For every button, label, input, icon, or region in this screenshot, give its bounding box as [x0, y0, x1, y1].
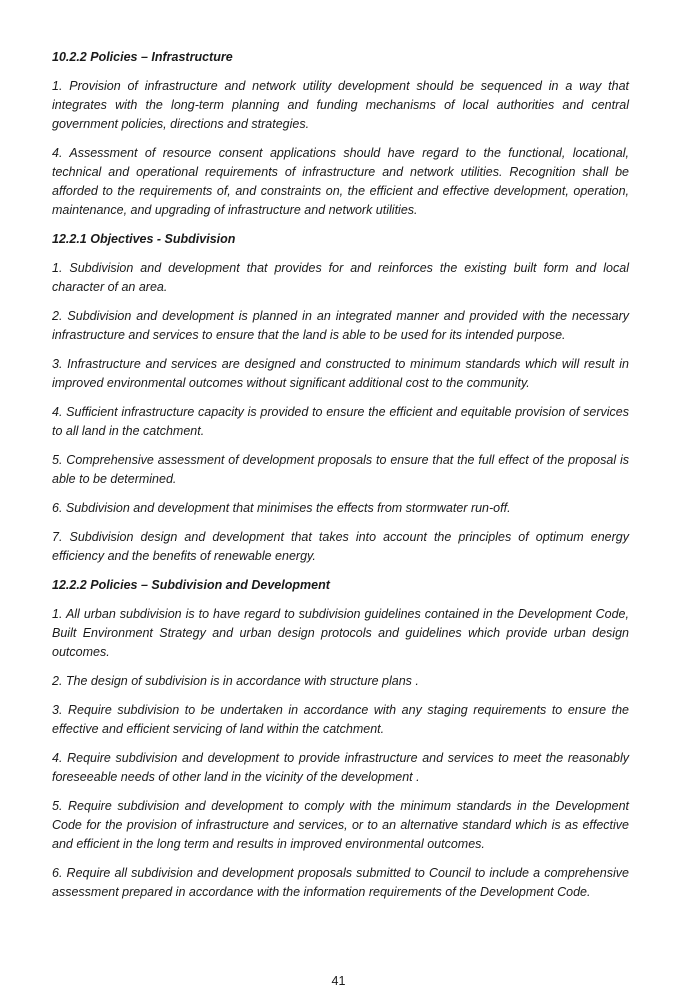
paragraph: 1. Subdivision and development that provides for and reinforces the existing built form and local character of an area. [52, 261, 629, 294]
paragraph: 6. Subdivision and development that minimises the effects from stormwater run-off. [52, 501, 511, 515]
section-heading: 10.2.2 Policies – Infrastructure [52, 50, 233, 64]
paragraph: 4. Sufficient infrastructure capacity is provided to ensure the efficient and equitable provision of services to all land in the catchment. [52, 405, 629, 438]
paragraph: 5. Comprehensive assessment of development proposals to ensure that the full effect of the proposal is able to be determined. [52, 453, 629, 486]
section-subdivision-development-policies [52, 576, 629, 902]
section-subdivision-objectives [52, 230, 629, 566]
paragraph: 2. Subdivision and development is planned in an integrated manner and provided with the necessary infrastructure and services to ensure that the land is able to be used for its intended purpose. [52, 309, 629, 342]
paragraph: 4. Require subdivision and development to provide infrastructure and services to meet the reasonably foreseeable needs of other land in the vicinity of the development . [52, 751, 629, 784]
paragraph: 3. Require subdivision to be undertaken in accordance with any staging requirements to ensure the effective and efficient servicing of land within the catchment. [52, 703, 629, 736]
section-heading: 12.2.2 Policies – Subdivision and Development [52, 578, 330, 592]
section-heading: 12.2.1 Objectives - Subdivision [52, 232, 236, 246]
paragraph: 1. All urban subdivision is to have regard to subdivision guidelines contained in the Development Code, Built Environment Strategy and urban design protocols and guidelines which provide urban design outcomes. [52, 607, 629, 659]
paragraph: 6. Require all subdivision and development proposals submitted to Council to include a comprehensive assessment prepared in accordance with the information requirements of the Development Code. [52, 866, 629, 899]
page-number: 41 [331, 974, 346, 988]
paragraph: 4. Assessment of resource consent applications should have regard to the functional, locational, technical and operational requirements of infrastructure and network utilities. Recognition shall be afforded to the requirements of, and constraints on, the efficient and effective development, operation, maintenance, and upgrading of infrastructure and network utilities. [52, 146, 629, 217]
paragraph: 7. Subdivision design and development that takes into account the principles of optimum energy efficiency and the benefits of renewable energy. [52, 530, 629, 563]
paragraph: 1. Provision of infrastructure and network utility development should be sequenced in a way that integrates with the long-term planning and funding mechanisms of local authorities and central government policies, directions and strategies. [52, 79, 629, 131]
paragraph: 3. Infrastructure and services are designed and constructed to minimum standards which will result in improved environmental outcomes without significant additional cost to the community. [52, 357, 629, 390]
paragraph: 2. The design of subdivision is in accordance with structure plans . [52, 674, 419, 688]
paragraph: 5. Require subdivision and development to comply with the minimum standards in the Development Code for the provision of infrastructure and services, or to an alternative standard which is as effective and efficient in the long term and results in improved environmental outcomes. [52, 799, 629, 851]
section-infrastructure-policies [52, 48, 629, 220]
document-page [52, 48, 629, 912]
